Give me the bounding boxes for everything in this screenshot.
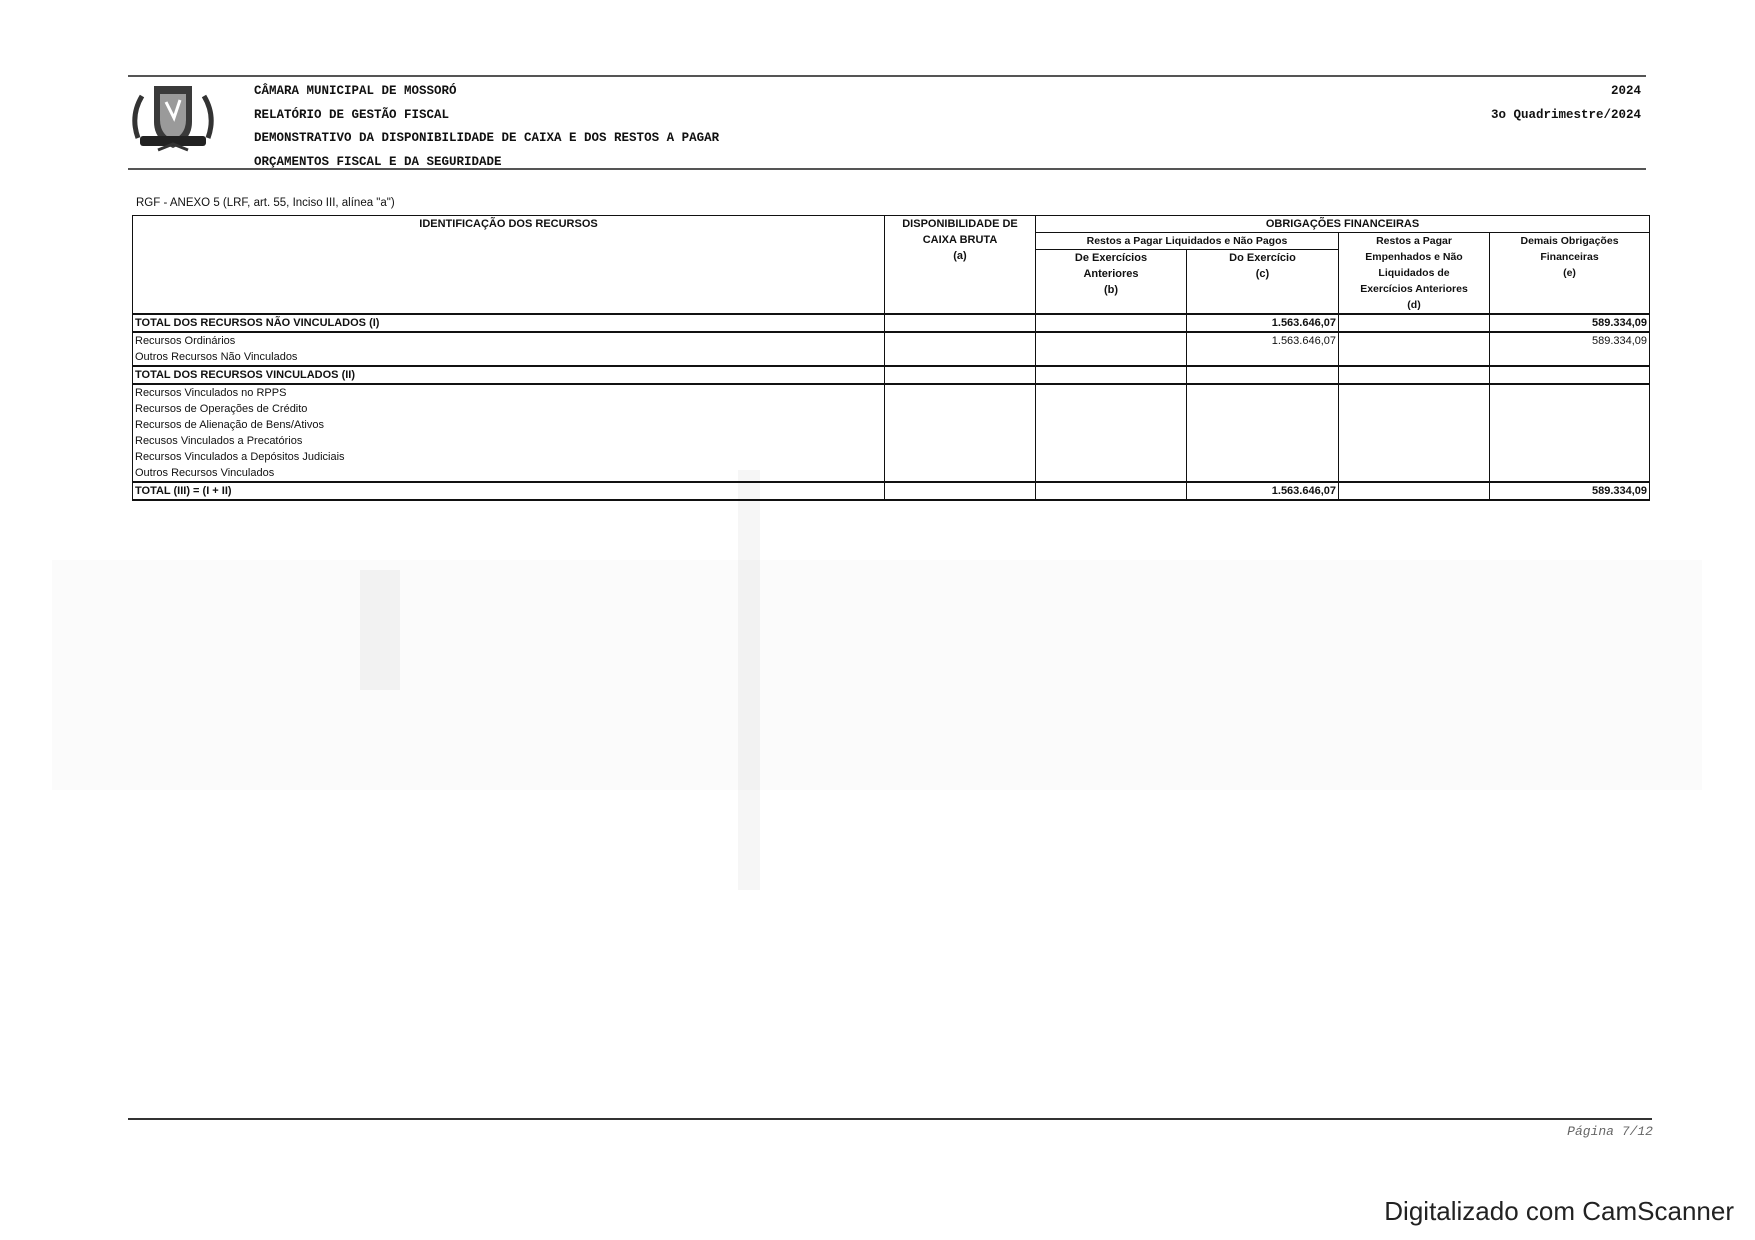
table-row <box>133 349 1650 366</box>
cell-b <box>1036 433 1187 449</box>
cell-d <box>1339 314 1490 332</box>
cell-a <box>885 465 1036 482</box>
header-text: Demais Obrigações <box>1520 235 1619 247</box>
cell-c <box>1187 449 1339 465</box>
cell-a <box>885 417 1036 433</box>
col-header-disponibilidade <box>885 216 1036 315</box>
cell-e <box>1490 465 1650 482</box>
header-text: (e) <box>1563 267 1576 279</box>
cell-a <box>885 366 1036 384</box>
report-header <box>254 80 719 174</box>
col-header-restos-liquidados: Restos a Pagar Liquidados e Não Pagos <box>1036 233 1339 250</box>
header-text: (a) <box>953 250 967 262</box>
cell-e: 589.334,09 <box>1490 314 1650 332</box>
cell-e: 589.334,09 <box>1490 482 1650 500</box>
page-number: Página 7/12 <box>1567 1124 1653 1139</box>
header-text: Empenhados e Não <box>1365 251 1463 263</box>
cell-e: 589.334,09 <box>1490 332 1650 349</box>
header-text: De Exercícios <box>1074 252 1148 265</box>
col-header-exercicio <box>1187 250 1339 314</box>
cell-d <box>1339 366 1490 384</box>
cell-d <box>1339 417 1490 433</box>
table-row <box>133 401 1650 417</box>
cell-a <box>885 433 1036 449</box>
cell-e <box>1490 417 1650 433</box>
header-text: DISPONIBILIDADE DE <box>902 218 1018 230</box>
cell-b <box>1036 314 1187 332</box>
cell-e <box>1490 384 1650 401</box>
cell-c <box>1187 401 1339 417</box>
cell-a <box>885 349 1036 366</box>
cell-c: 1.563.646,07 <box>1187 332 1339 349</box>
cell-e <box>1490 401 1650 417</box>
cell-c <box>1187 465 1339 482</box>
cell-c <box>1187 349 1339 366</box>
table-row <box>133 366 1650 384</box>
cell-d <box>1339 465 1490 482</box>
cell-d <box>1339 384 1490 401</box>
cell-c: 1.563.646,07 <box>1187 314 1339 332</box>
header-text: (c) <box>1255 268 1270 281</box>
cell-b <box>1036 401 1187 417</box>
header-text: CAIXA BRUTA <box>922 234 998 246</box>
cell-d <box>1339 332 1490 349</box>
cell-a <box>885 384 1036 401</box>
cell-b <box>1036 349 1187 366</box>
cell-a <box>885 314 1036 332</box>
header-top-rule <box>128 75 1646 77</box>
cell-e <box>1490 349 1650 366</box>
cell-b <box>1036 384 1187 401</box>
header-text: Financeiras <box>1540 251 1599 263</box>
col-header-demais <box>1490 233 1650 315</box>
cell-b <box>1036 449 1187 465</box>
municipal-crest-icon <box>130 78 216 158</box>
header-line: CÂMARA MUNICIPAL DE MOSSORÓ <box>254 84 457 98</box>
row-label: Recusos Vinculados a Precatórios <box>133 433 885 449</box>
cell-d <box>1339 401 1490 417</box>
cell-e <box>1490 449 1650 465</box>
cell-a <box>885 332 1036 349</box>
header-year: 2024 <box>1610 84 1641 98</box>
table-row <box>133 482 1650 500</box>
row-label: TOTAL (III) = (I + II) <box>133 482 885 500</box>
annex-label: RGF - ANEXO 5 (LRF, art. 55, Inciso III, alínea "a") <box>136 197 395 209</box>
table-row <box>133 449 1650 465</box>
col-header-obrigacoes: OBRIGAÇÕES FINANCEIRAS <box>1036 216 1650 233</box>
row-label: TOTAL DOS RECURSOS NÃO VINCULADOS (I) <box>133 314 885 332</box>
row-label: Recursos Vinculados a Depósitos Judiciais <box>133 449 885 465</box>
cell-d <box>1339 349 1490 366</box>
cell-e <box>1490 433 1650 449</box>
header-period: 3o Quadrimestre/2024 <box>1490 107 1641 122</box>
cell-c <box>1187 417 1339 433</box>
cell-b <box>1036 482 1187 500</box>
cell-b <box>1036 332 1187 349</box>
cell-b <box>1036 366 1187 384</box>
header-text: Exercícios Anteriores <box>1360 283 1468 295</box>
table-row <box>133 332 1650 349</box>
report-period <box>1491 80 1641 127</box>
header-text: Restos a Pagar <box>1376 235 1452 247</box>
row-label: Recursos de Alienação de Bens/Ativos <box>133 417 885 433</box>
row-label: Recursos Vinculados no RPPS <box>133 384 885 401</box>
footer-rule <box>128 1118 1652 1120</box>
header-text: Liquidados de <box>1378 267 1450 279</box>
table-row <box>133 384 1650 401</box>
cash-availability-table <box>132 215 1650 501</box>
row-label: Recursos de Operações de Crédito <box>133 401 885 417</box>
scan-smudge <box>360 570 400 690</box>
header-line: RELATÓRIO DE GESTÃO FISCAL <box>254 107 450 122</box>
cell-c <box>1187 384 1339 401</box>
col-header-identificacao: IDENTIFICAÇÃO DOS RECURSOS <box>133 216 885 315</box>
cell-d <box>1339 449 1490 465</box>
header-text: (b) <box>1103 284 1119 297</box>
header-text: Do Exercício <box>1229 252 1296 265</box>
header-line: ORÇAMENTOS FISCAL E DA SEGURIDADE <box>254 154 502 169</box>
header-text: Anteriores <box>1083 268 1139 281</box>
cell-b <box>1036 417 1187 433</box>
cell-d <box>1339 482 1490 500</box>
cell-c <box>1187 433 1339 449</box>
cell-c <box>1187 366 1339 384</box>
row-label: Outros Recursos Vinculados <box>133 465 885 482</box>
cell-e <box>1490 366 1650 384</box>
scan-smudge <box>52 560 1702 790</box>
cell-d <box>1339 433 1490 449</box>
row-label: Outros Recursos Não Vinculados <box>133 349 885 366</box>
cell-c: 1.563.646,07 <box>1187 482 1339 500</box>
cell-a <box>885 401 1036 417</box>
table-row <box>133 417 1650 433</box>
cell-b <box>1036 465 1187 482</box>
cell-a <box>885 449 1036 465</box>
col-header-exercicios-anteriores <box>1036 250 1187 314</box>
scan-smudge <box>738 470 760 890</box>
header-line: DEMONSTRATIVO DA DISPONIBILIDADE DE CAIXA E DOS RESTOS A PAGAR <box>254 131 720 145</box>
table-row <box>133 465 1650 482</box>
table-row <box>133 314 1650 332</box>
header-text: (d) <box>1407 299 1421 311</box>
row-label: Recursos Ordinários <box>133 332 885 349</box>
row-label: TOTAL DOS RECURSOS VINCULADOS (II) <box>133 366 885 384</box>
cell-a <box>885 482 1036 500</box>
table-row <box>133 433 1650 449</box>
col-header-empenhados <box>1339 233 1490 315</box>
camscanner-watermark: Digitalizado com CamScanner <box>1384 1196 1734 1226</box>
